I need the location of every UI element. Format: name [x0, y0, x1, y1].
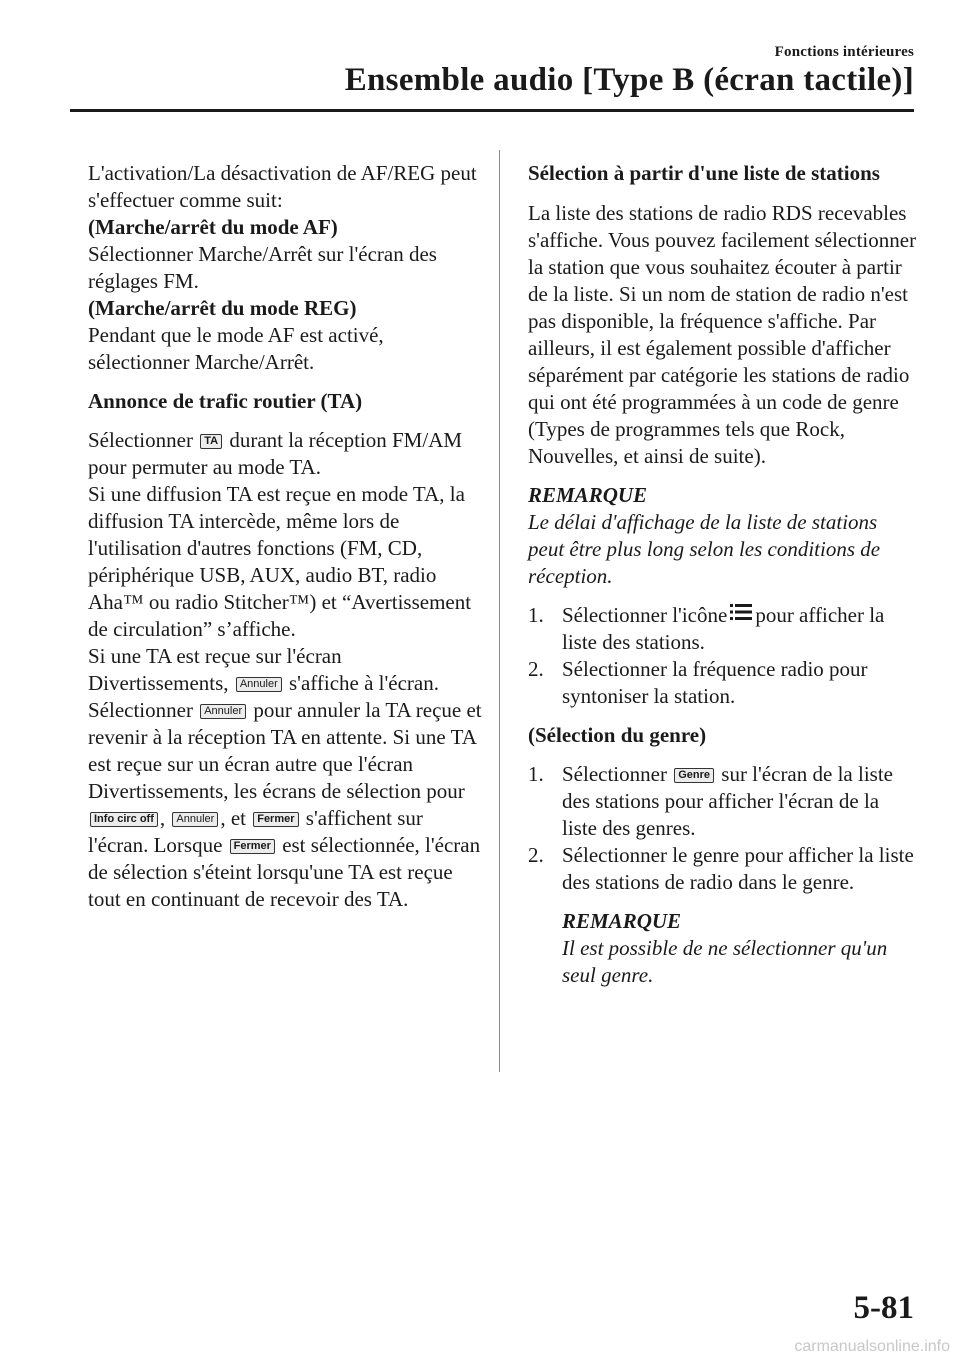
ta-paragraph-1: Sélectionner TA durant la réception FM/AM pour permuter au mode TA. — [88, 428, 463, 479]
watermark: carmanualsonline.info — [794, 1338, 950, 1355]
note-2 — [528, 908, 918, 989]
list-icon — [730, 603, 752, 621]
station-list-heading: Sélection à partir d'une liste de stations — [528, 161, 880, 185]
page-title: Ensemble audio [Type B (écran tactile)] — [344, 62, 914, 98]
genre-heading: (Sélection du genre) — [528, 723, 707, 747]
fermer-button: Fermer — [230, 839, 275, 854]
af-reg-intro: L'activation/La désactivation de AF/REG peut s'effectuer comme suit: — [88, 161, 477, 212]
genre-button: Genre — [674, 768, 714, 783]
ta-button: TA — [200, 434, 222, 449]
column-divider — [499, 150, 500, 1072]
info-circ-off-button: Info circ off — [90, 812, 158, 827]
right-column — [528, 160, 918, 989]
note-label: REMARQUE — [562, 909, 682, 933]
reg-mode-heading: (Marche/arrêt du mode REG) — [88, 296, 357, 320]
annuler-button: Annuler — [172, 812, 218, 827]
note-text: Le délai d'affichage de la liste de stations peut être plus long selon les conditions de réception. — [528, 510, 881, 588]
genre-step-2: 2. Sélectionner le genre pour afficher la liste des stations de radio dans le genre. — [528, 843, 914, 894]
af-mode-heading: (Marche/arrêt du mode AF) — [88, 215, 338, 239]
annuler-button: Annuler — [200, 704, 246, 719]
ta-heading: Annonce de trafic routier (TA) — [88, 389, 363, 413]
station-list-text: La liste des stations de radio RDS recevables s'affiche. Vous pouvez facilement sélectionner la station que vous souhaitez écouter à partir de la liste. Si un nom de station de radio n'est pas disponible, la fréquence s'affiche. Par ailleurs, il est également possible d'afficher séparément par catégorie les stations de radio qui ont été programmées à un code de genre (Types de programmes tels que Rock, Nouvelles, et ainsi de suite). — [528, 201, 917, 468]
step-2: 2. Sélectionner la fréquence radio pour syntoniser la station. — [528, 657, 868, 708]
ta-paragraph-3: Si une TA est reçue sur l'écran Divertissements, Annuler s'affiche à l'écran. — [88, 644, 439, 695]
annuler-button: Annuler — [236, 677, 282, 692]
page-number: 5-81 — [853, 1290, 914, 1326]
section-label: Fonctions intérieures — [774, 44, 914, 60]
note-label: REMARQUE — [528, 483, 648, 507]
fermer-button: Fermer — [253, 812, 298, 827]
header-rule — [70, 109, 914, 112]
note-text: Il est possible de ne sélectionner qu'un seul genre. — [562, 936, 888, 987]
ta-paragraph-2: Si une diffusion TA est reçue en mode TA, la diffusion TA intercède, même lors de l'utilisation d'autres fonctions (FM, CD, périphérique USB, AUX, audio BT, radio Aha™ ou radio Stitcher™) et “Avertissement de circulation” s’affiche. — [88, 482, 472, 641]
left-column — [88, 160, 483, 913]
genre-step-1: 1. Sélectionner Genre sur l'écran de la liste des stations pour afficher l'écran de la liste des genres. — [528, 762, 893, 840]
af-mode-text: Sélectionner Marche/Arrêt sur l'écran des réglages FM. — [88, 242, 437, 293]
ta-paragraph-4: Sélectionner Annuler pour annuler la TA reçue et revenir à la réception TA en attente. Si une TA est reçue sur un écran autre que l'écran Divertissements, les écrans de sélection pour Info circ off , Annuler , et Fermer s'affichent sur l'écran. Lorsque Fermer est sélectionnée, l'écran de sélection s'éteint lorsqu'une TA est reçue tout en continuant de recevoir des TA. — [88, 698, 482, 911]
step-1: 1. Sélectionner l'icône pour afficher la liste des stations. — [528, 603, 885, 654]
reg-mode-text: Pendant que le mode AF est activé, sélectionner Marche/Arrêt. — [88, 323, 384, 374]
